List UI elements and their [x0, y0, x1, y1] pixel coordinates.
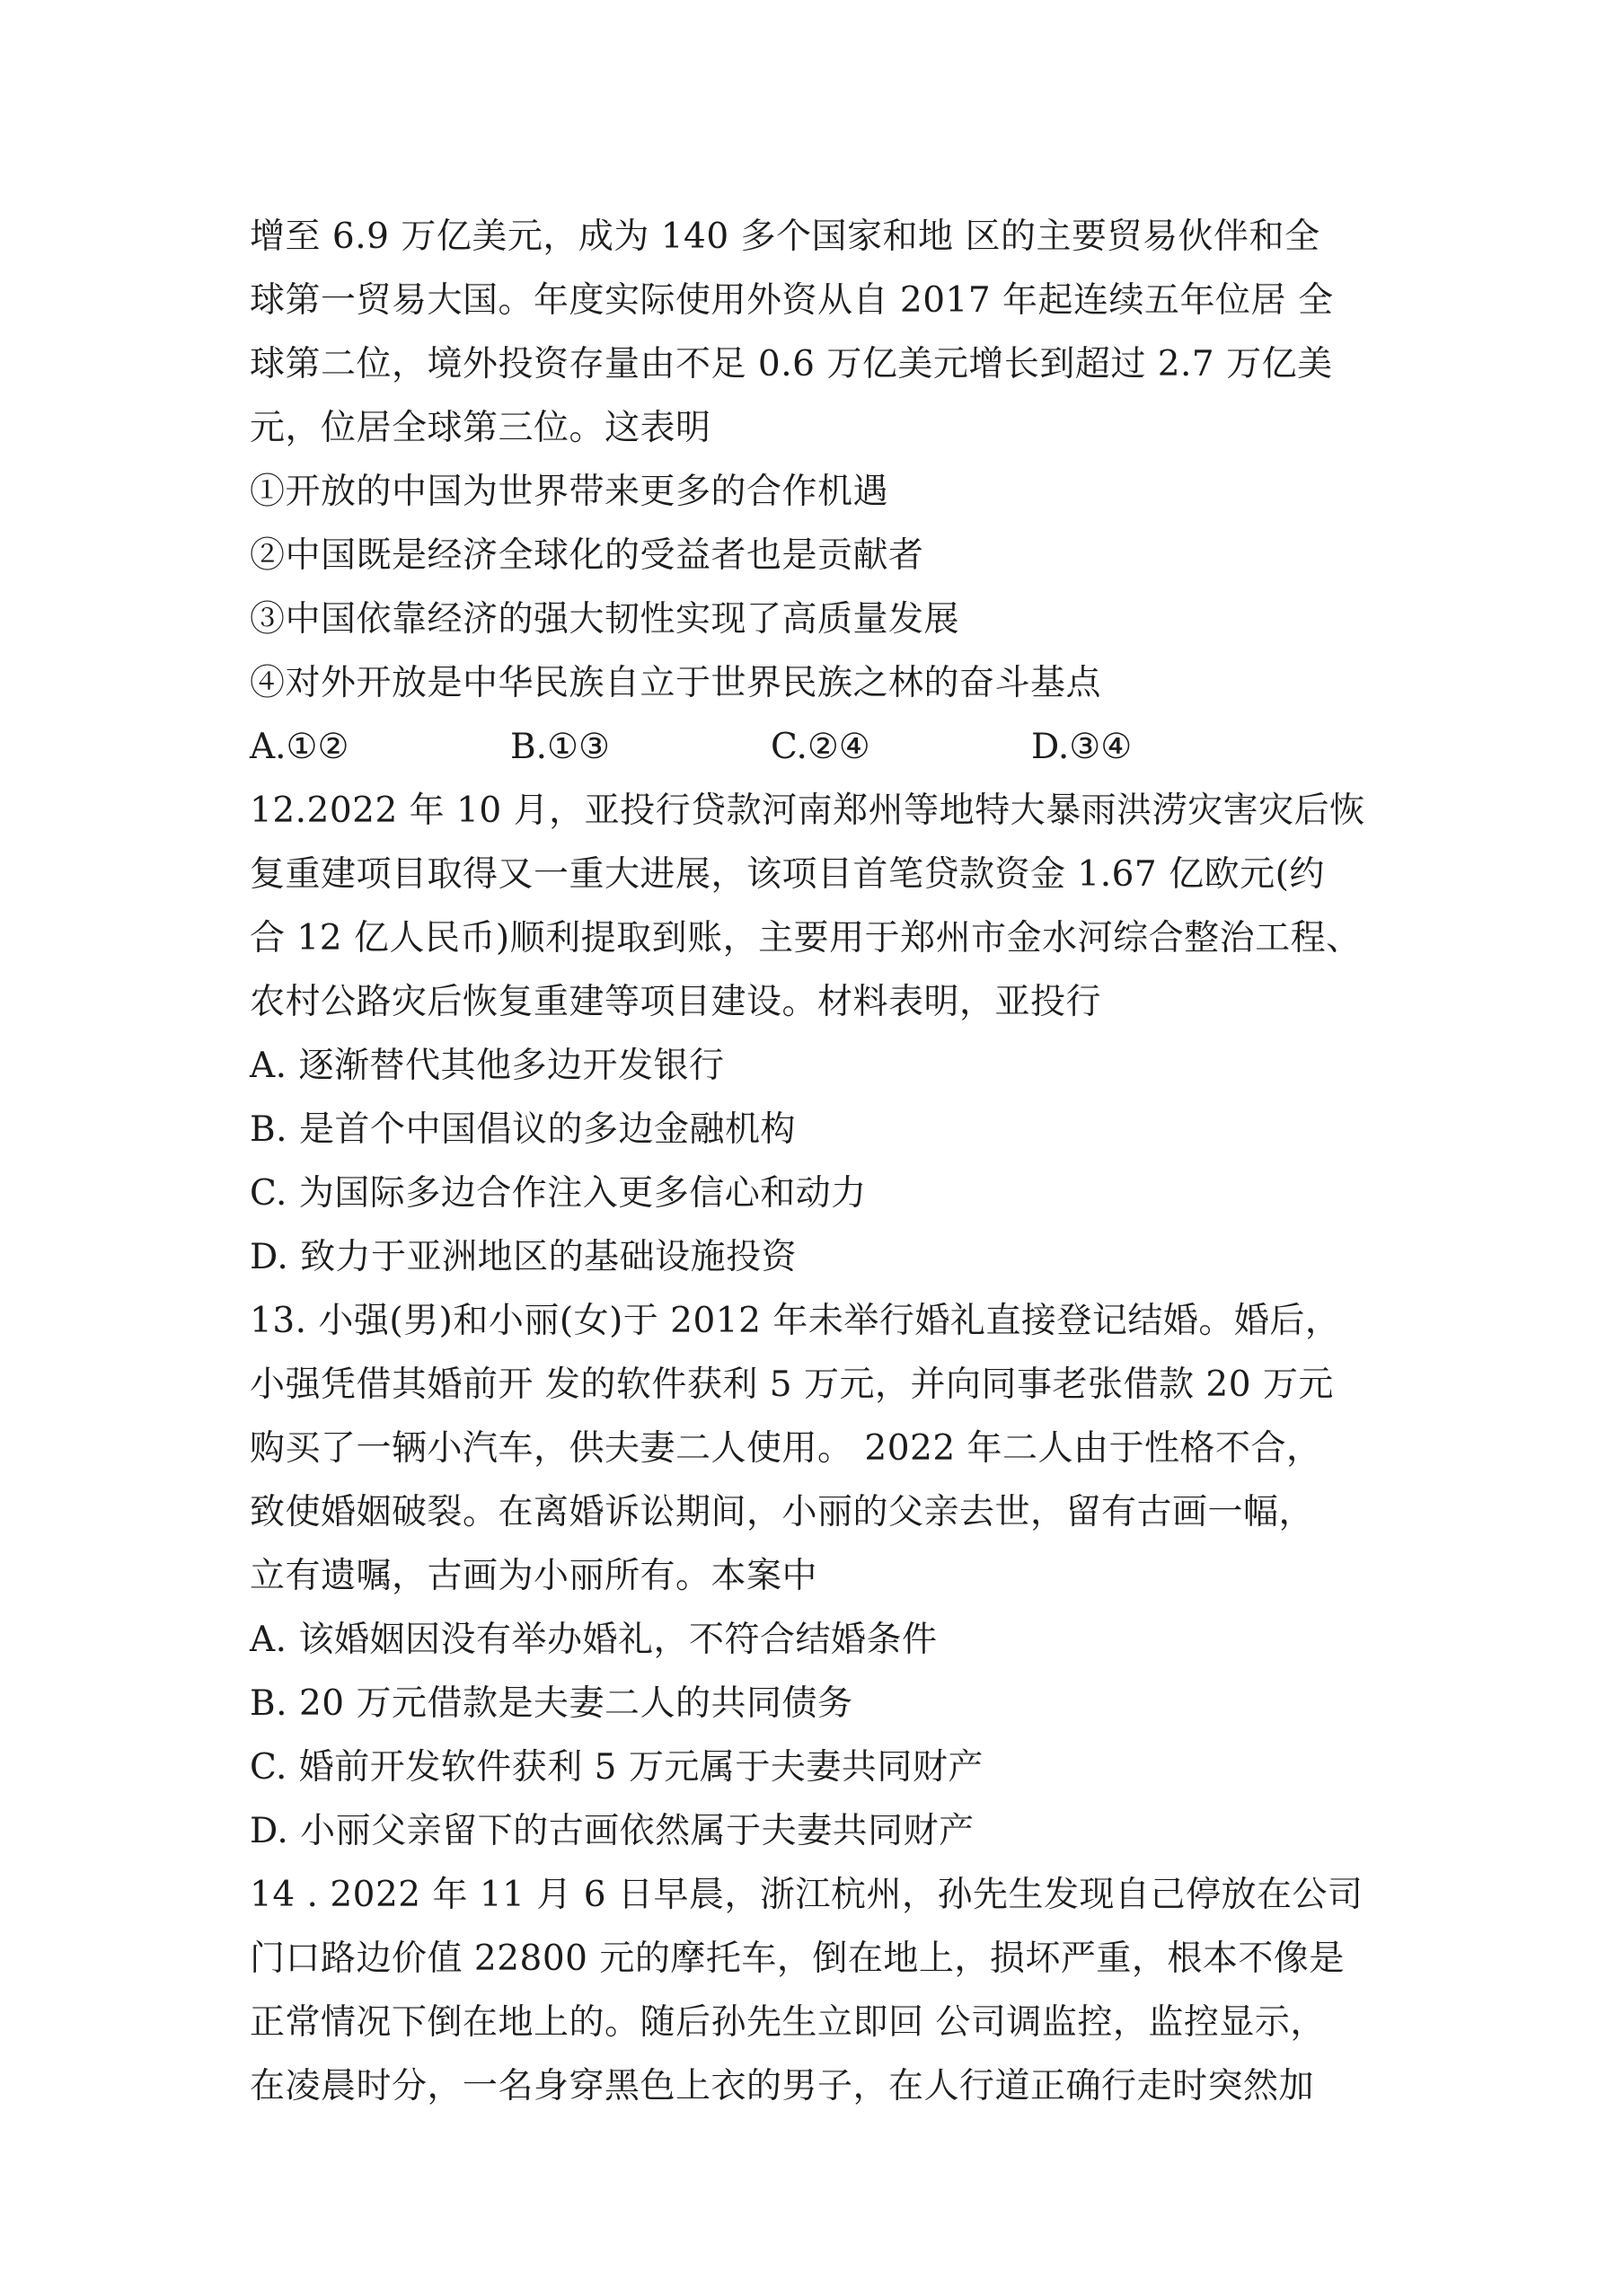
question-stem-line: 13. 小强(男)和小丽(女)于 2012 年未举行婚礼直接登记结婚。婚后， — [250, 1301, 1341, 1341]
option-c: C. 婚前开发软件获利 5 万元属于夫妻共同财产 — [250, 1747, 984, 1788]
question-11 — [250, 205, 1390, 779]
option-c: C.②④ — [771, 727, 870, 767]
option-c: C. 为国际多边合作注入更多信心和动力 — [250, 1173, 867, 1214]
question-stem-line: 球第一贸易大国。年度实际使用外资从自 2017 年起连续五年位居 全 — [250, 280, 1334, 321]
question-13 — [250, 1289, 1390, 1863]
question-12 — [250, 779, 1390, 1289]
exam-page — [250, 205, 1390, 2118]
question-stem-line: 球第二位，境外投资存量由不足 0.6 万亿美元增长到超过 2.7 万亿美 — [250, 344, 1333, 384]
question-stem-line: 小强凭借其婚前开 发的软件获利 5 万元，并向同事老张借款 20 万元 — [250, 1364, 1334, 1405]
question-stem-line: 致使婚姻破裂。在离婚诉讼期间，小丽的父亲去世，留有古画一幅， — [250, 1492, 1315, 1532]
option-d: D.③④ — [1031, 727, 1133, 767]
question-stem-line: 增至 6.9 万亿美元，成为 140 多个国家和地 区的主要贸易伙伴和全 — [250, 216, 1320, 257]
question-stem-line: 14 . 2022 年 11 月 6 日早晨，浙江杭州，孙先生发现自己停放在公司 — [250, 1875, 1364, 1915]
question-stem-line: 正常情况下倒在地上的。随后孙先生立即回 公司调监控，监控显示， — [250, 2002, 1326, 2043]
option-a: A. 逐渐替代其他多边开发银行 — [250, 1046, 725, 1086]
statement-1: ①开放的中国为世界带来更多的合作机遇 — [250, 472, 889, 512]
question-stem-line: 在凌晨时分，一名身穿黑色上衣的男子，在人行道正确行走时突然加 — [250, 2066, 1315, 2106]
question-stem-line: 12.2022 年 10 月，亚投行贷款河南郑州等地特大暴雨洪涝灾害灾后恢 — [250, 790, 1365, 831]
question-stem-line: 门口路边价值 22800 元的摩托车，倒在地上，损坏严重，根本不像是 — [250, 1938, 1345, 1979]
question-stem-line: 购买了一辆小汽车，供夫妻二人使用。 2022 年二人由于性格不合， — [250, 1428, 1322, 1469]
question-stem-line: 农村公路灾后恢复重建等项目建设。材料表明，亚投行 — [250, 982, 1102, 1022]
option-a: A.①② — [250, 727, 349, 767]
statement-3: ③中国依靠经济的强大韧性实现了高质量发展 — [250, 599, 960, 640]
option-d: D. 致力于亚洲地区的基础设施投资 — [250, 1237, 798, 1277]
statement-2: ②中国既是经济全球化的受益者也是贡献者 — [250, 535, 924, 576]
option-b: B. 20 万元借款是夫妻二人的共同债务 — [250, 1683, 853, 1724]
option-b: B.①③ — [510, 727, 610, 767]
question-14 — [250, 1863, 1390, 2118]
option-d: D. 小丽父亲留下的古画依然属于夫妻共同财产 — [250, 1811, 975, 1851]
answer-options-row — [250, 715, 1390, 779]
question-stem-line: 立有遗嘱，古画为小丽所有。本案中 — [250, 1556, 818, 1596]
option-a: A. 该婚姻因没有举办婚礼，不符合结婚条件 — [250, 1620, 938, 1660]
question-stem-line: 元，位居全球第三位。这表明 — [250, 408, 711, 448]
question-stem-line: 复重建项目取得又一重大进展，该项目首笔贷款资金 1.67 亿欧元(约 — [250, 854, 1325, 895]
option-b: B. 是首个中国倡议的多边金融机构 — [250, 1109, 796, 1150]
question-stem-line: 合 12 亿人民币)顺利提取到账，主要用于郑州市金水河综合整治工程、 — [250, 918, 1362, 958]
statement-4: ④对外开放是中华民族自立于世界民族之林的奋斗基点 — [250, 663, 1102, 703]
